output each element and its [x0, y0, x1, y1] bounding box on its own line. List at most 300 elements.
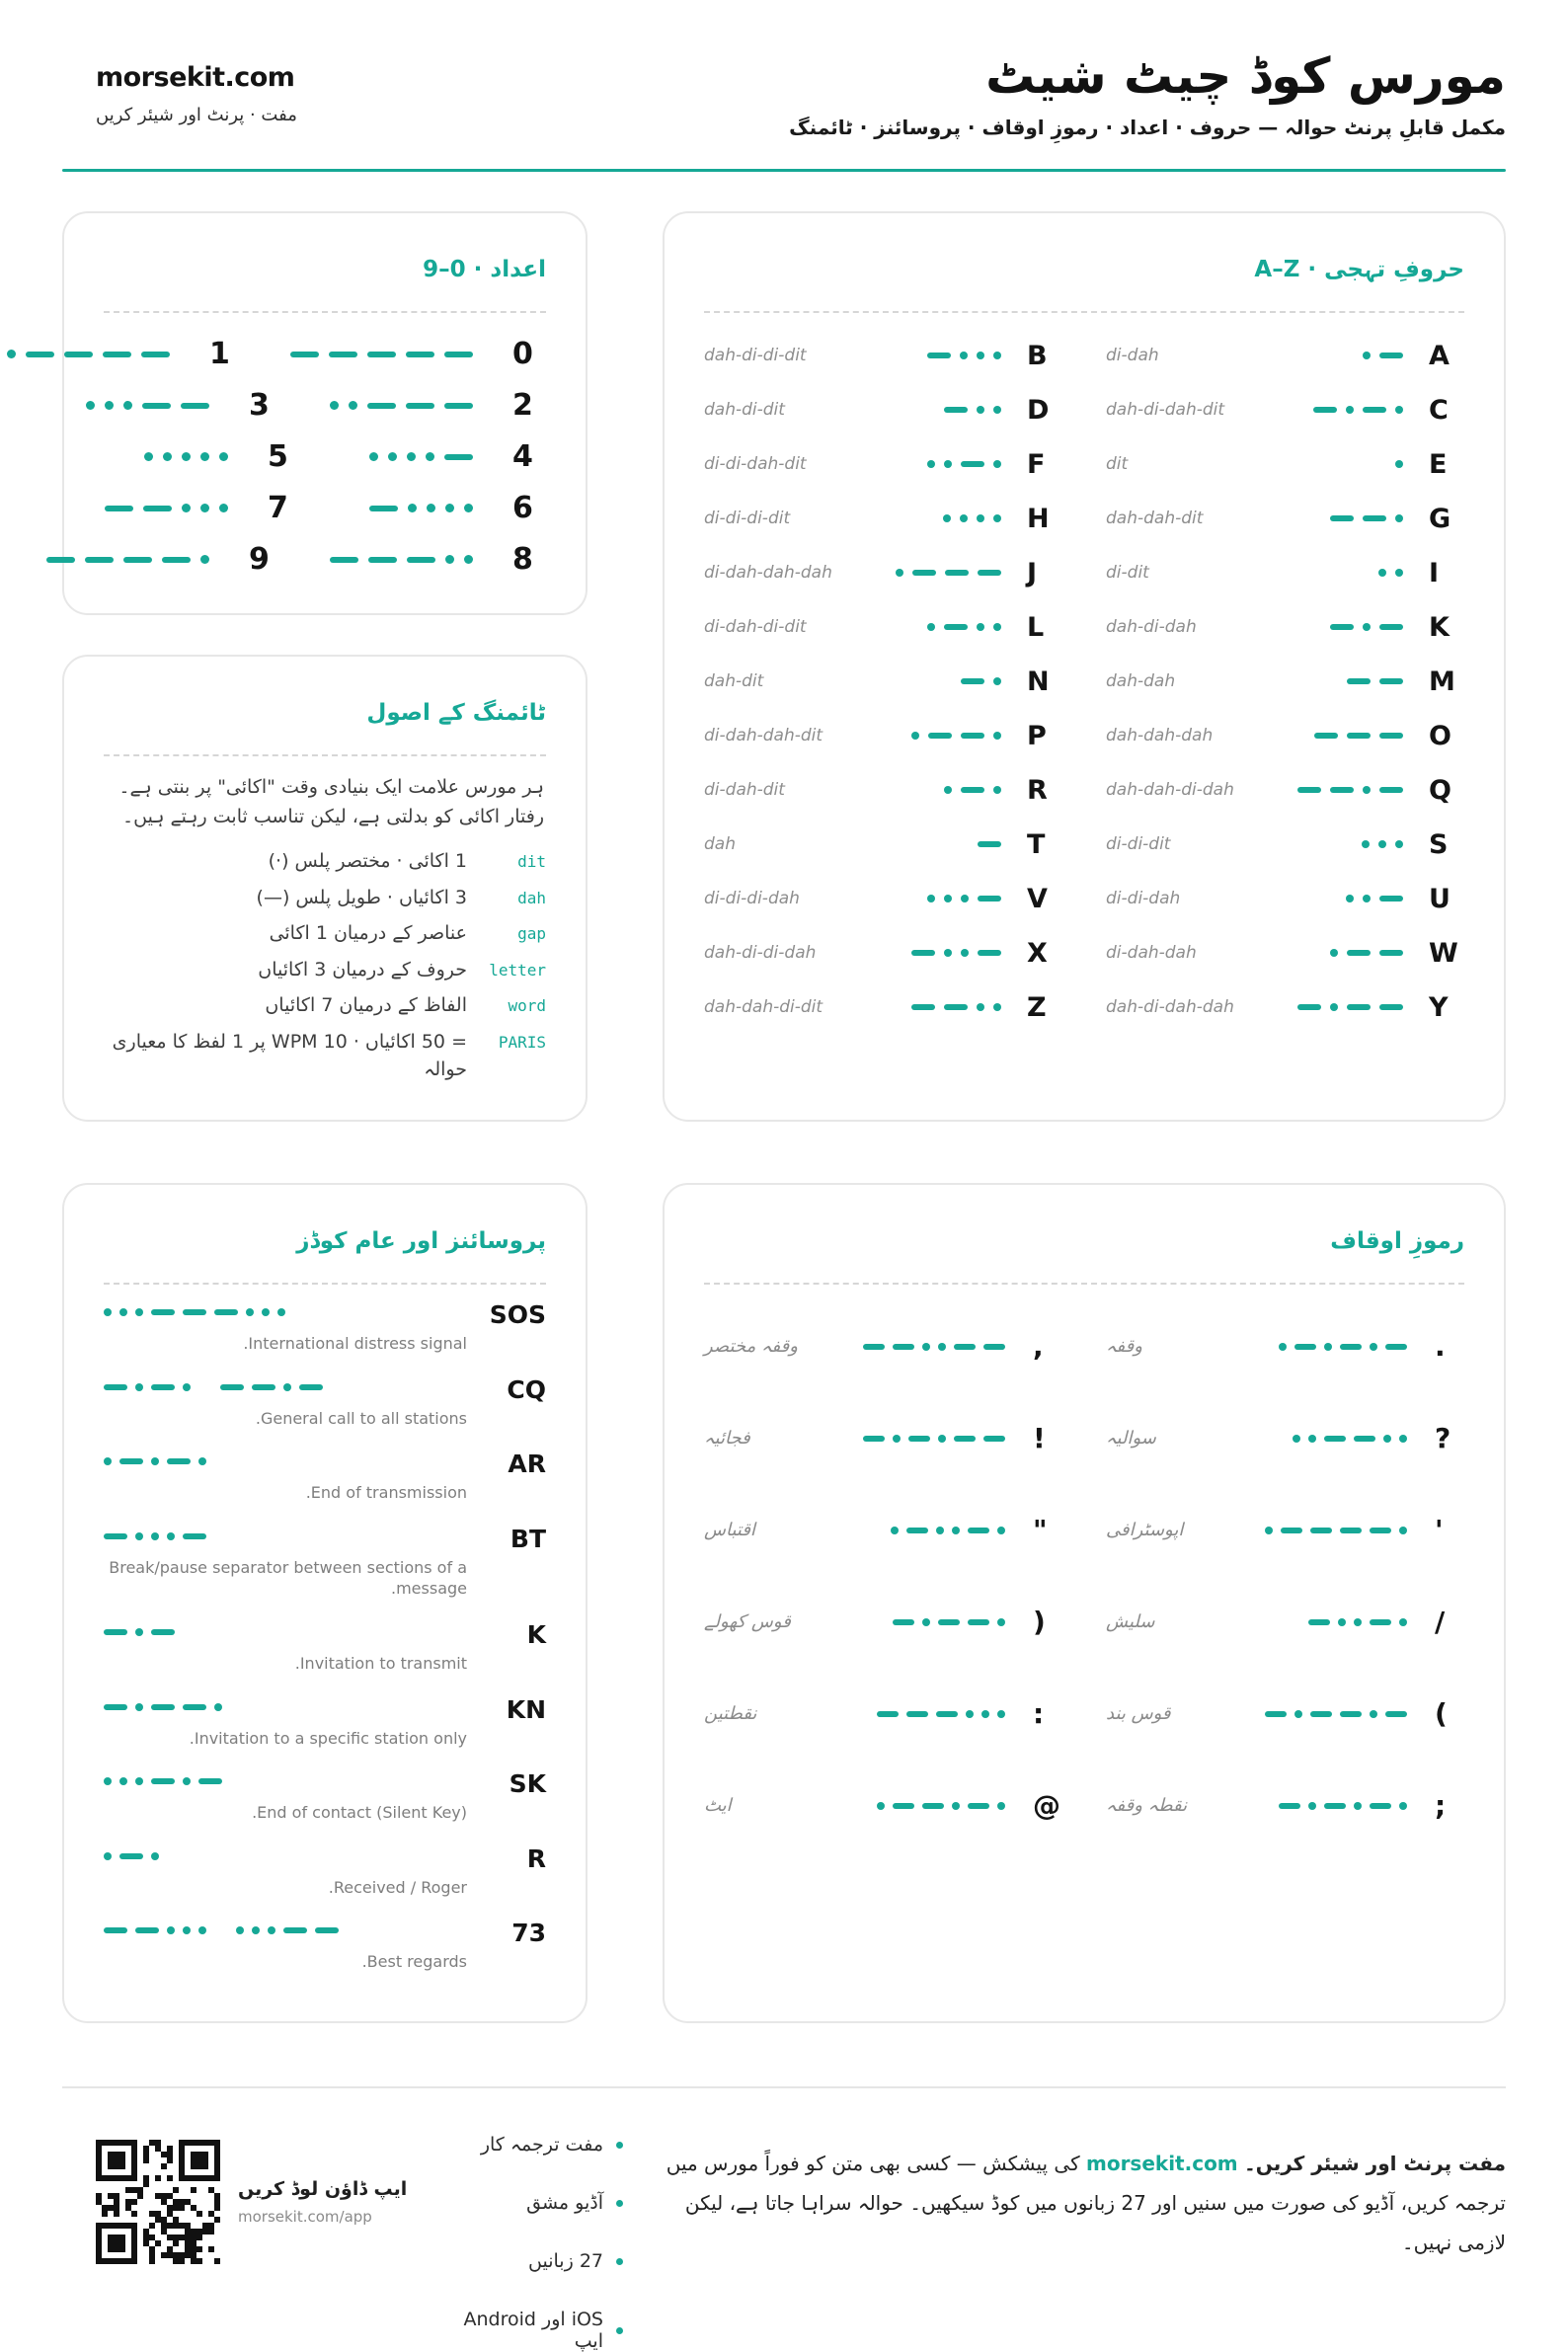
- prosign-code: KN: [506, 1694, 546, 1724]
- morse-pattern: [1347, 678, 1403, 684]
- prosign-body: [104, 1769, 467, 1824]
- morse-dash: [954, 1436, 976, 1442]
- morse-dot: [997, 1710, 1005, 1718]
- morse-dash: [968, 1619, 989, 1625]
- morse-dot: [104, 1777, 112, 1785]
- letter-char: W: [1429, 937, 1458, 969]
- morse-dash: [406, 352, 434, 357]
- morse-dot: [119, 1308, 127, 1316]
- punctuation-cell: [704, 1514, 1062, 1546]
- punctuation-char: @: [1033, 1789, 1060, 1823]
- morse-pattern: [1330, 623, 1403, 631]
- morse-dot: [922, 1618, 930, 1626]
- prosign-row: [104, 1450, 546, 1504]
- morse-pattern: [1313, 406, 1403, 414]
- timing-description: الفاظ کے درمیان 7 اکائیاں: [265, 994, 467, 1017]
- punctuation-cell: [704, 1606, 1062, 1638]
- footer: [62, 2086, 1506, 2352]
- morse-dot: [952, 1802, 960, 1810]
- morse-dash: [1281, 1528, 1302, 1533]
- morse-dash: [183, 1309, 206, 1315]
- morse-dot: [151, 1532, 159, 1540]
- letter-cell: [704, 721, 1062, 751]
- letter-cell: [1106, 504, 1464, 534]
- morse-pattern: [7, 350, 170, 358]
- morse-dot: [997, 1802, 1005, 1810]
- letters-rows: [704, 329, 1464, 1035]
- morse-pattern: [1395, 460, 1403, 468]
- morse-dot: [104, 1308, 112, 1316]
- morse-dash: [1294, 1344, 1316, 1350]
- morse-dash: [911, 1004, 935, 1010]
- morse-pattern: [369, 504, 473, 512]
- punctuation-label: وقفہ: [1106, 1336, 1142, 1358]
- morse-dot: [944, 895, 952, 902]
- morse-pattern: [104, 1844, 467, 1868]
- morse-dash: [893, 1619, 914, 1625]
- prosign-body: [104, 1844, 467, 1899]
- letter-mnemonic: dah: [704, 834, 736, 855]
- number-cell: [46, 542, 282, 577]
- footer-feature-item: [528, 2250, 623, 2272]
- punctuation-card-title: رموزِ اوقاف: [1330, 1227, 1464, 1254]
- letter-mnemonic: dah-dah-di-dit: [704, 997, 823, 1018]
- morse-dash: [283, 1927, 307, 1933]
- morse-dot: [330, 401, 339, 410]
- morse-dash: [906, 1711, 928, 1717]
- letter-mnemonic: di-di-dah: [1106, 889, 1181, 909]
- morse-dot: [1354, 1618, 1362, 1626]
- punctuation-char: ;: [1435, 1789, 1447, 1823]
- letter-char: S: [1429, 828, 1449, 860]
- letter-mnemonic: dah-dah: [1106, 671, 1176, 692]
- morse-pattern: [944, 786, 1001, 794]
- prosign-description: Received / Roger.: [328, 1877, 467, 1897]
- letter-cell: [704, 341, 1062, 371]
- prosign-row: [104, 1695, 546, 1750]
- letter-cell: [704, 829, 1062, 860]
- prosign-description: General call to all stations.: [255, 1408, 467, 1428]
- timing-description: = 50 اکائیاں · 10 WPM پر 1 لفظ کا معیاری حوالہ: [112, 1030, 467, 1081]
- punctuation-cell: [1106, 1606, 1464, 1638]
- footer-feature-list: [446, 2118, 623, 2352]
- morse-dash: [863, 1436, 885, 1442]
- morse-dot: [1338, 1618, 1346, 1626]
- punctuation-row: [704, 1392, 1464, 1484]
- prosign-row: [104, 1375, 546, 1430]
- letter-cell: [704, 666, 1062, 697]
- morse-dot: [993, 460, 1001, 468]
- morse-dash: [183, 1704, 206, 1710]
- punctuation-cell: [1106, 1330, 1464, 1363]
- letter-char: Q: [1429, 774, 1451, 806]
- punctuation-cell: [1106, 1789, 1464, 1822]
- number-cell: [330, 542, 546, 577]
- prosign-description: End of transmission.: [305, 1483, 467, 1503]
- morse-dot: [219, 504, 228, 512]
- morse-dash: [181, 403, 209, 409]
- morse-dot: [182, 452, 191, 461]
- morse-dot: [262, 1308, 270, 1316]
- morse-dot: [167, 1926, 175, 1934]
- prosign-body: [104, 1525, 467, 1600]
- letter-char: Y: [1429, 991, 1449, 1023]
- morse-dash: [1347, 950, 1371, 956]
- prosign-body: [104, 1919, 467, 1973]
- punctuation-char: .: [1435, 1330, 1446, 1364]
- brand-tagline: مفت · پرنٹ اور شیئر کریں: [96, 105, 297, 126]
- morse-dot: [944, 786, 952, 794]
- morse-dot: [135, 1532, 143, 1540]
- number-char: 1: [209, 337, 230, 372]
- morse-dash: [151, 1309, 175, 1315]
- footer-feature-item: [526, 2192, 623, 2214]
- morse-dot: [151, 1852, 159, 1860]
- numbers-card-title: اعداد · 0–9: [423, 256, 546, 282]
- morse-dot: [1354, 1802, 1362, 1810]
- morse-dot: [943, 514, 951, 522]
- letter-char: E: [1429, 448, 1448, 480]
- punctuation-label: قوس کھولے: [704, 1611, 791, 1633]
- morse-dot: [993, 352, 1001, 359]
- letter-mnemonic: dah-di-dah-dit: [1106, 400, 1225, 421]
- morse-dash: [1379, 896, 1403, 902]
- letter-cell: [1106, 558, 1464, 588]
- prosign-code: CQ: [507, 1374, 546, 1404]
- morse-dot: [183, 1383, 191, 1391]
- morse-dash: [1297, 1004, 1321, 1010]
- punctuation-row: [704, 1760, 1464, 1851]
- footer-blurb-rest: کی پیشکش — کسی بھی متن کو فوراً مورس میں ترجمہ کریں، آڈیو کی صورت میں سنیں اور 27 زبانوں میں کوڈ سیکھیں۔ حوالہ سراہا جاتا ہے، لیکن لازمی نہیں۔: [666, 2152, 1506, 2254]
- letter-mnemonic: di-dah: [1106, 346, 1159, 366]
- morse-dot: [1330, 949, 1338, 957]
- morse-pattern: [144, 452, 228, 461]
- morse-dot: [977, 1003, 984, 1011]
- morse-dot: [219, 452, 228, 461]
- letters-card: [663, 211, 1506, 1122]
- letter-cell: [1106, 992, 1464, 1023]
- number-char: 5: [268, 439, 288, 475]
- morse-dash: [983, 1436, 1005, 1442]
- morse-pattern: [1279, 1343, 1407, 1351]
- morse-dot: [927, 895, 935, 902]
- morse-pattern: [330, 401, 473, 410]
- letter-char: J: [1027, 557, 1038, 588]
- letter-char: M: [1429, 666, 1455, 697]
- morse-dash: [1385, 1711, 1407, 1717]
- morse-pattern: [104, 1620, 467, 1644]
- punctuation-label: اپوسٹرافی: [1106, 1520, 1184, 1541]
- morse-dot: [135, 1383, 143, 1391]
- footer-feature-item: [481, 2134, 623, 2156]
- prosign-description: Break/pause separator between sections of a message.: [109, 1557, 467, 1599]
- morse-pattern: [863, 1343, 1005, 1351]
- morse-dot: [1399, 1618, 1407, 1626]
- letter-mnemonic: dit: [1106, 454, 1129, 475]
- letter-row: [704, 546, 1464, 600]
- morse-dash: [104, 1533, 127, 1539]
- morse-dot: [961, 895, 969, 902]
- punctuation-row: [704, 1300, 1464, 1392]
- morse-pattern: [911, 732, 1001, 740]
- letter-cell: [1106, 341, 1464, 371]
- brand-logo: morsekit.com: [96, 62, 295, 94]
- morse-dot: [993, 623, 1001, 631]
- morse-dot: [1395, 406, 1403, 414]
- morse-dot: [426, 452, 434, 461]
- morse-dot: [997, 1618, 1005, 1626]
- morse-dash: [105, 506, 133, 511]
- morse-pattern: [1378, 569, 1403, 577]
- letter-cell: [1106, 612, 1464, 643]
- morse-dot: [927, 623, 935, 631]
- prosign-description: Best regards.: [361, 1952, 467, 1972]
- morse-dot: [135, 1777, 143, 1785]
- morse-dot: [960, 514, 968, 522]
- qr-block: [96, 2140, 407, 2264]
- morse-dash: [978, 896, 1001, 902]
- morse-pattern: [927, 623, 1001, 631]
- letter-char: I: [1429, 557, 1440, 588]
- morse-dot: [246, 1308, 254, 1316]
- letter-char: N: [1027, 666, 1050, 697]
- letter-row: [704, 437, 1464, 492]
- prosign-description: Invitation to a specific station only.: [189, 1728, 467, 1748]
- morse-dash: [151, 1778, 175, 1784]
- morse-dash: [315, 1927, 339, 1933]
- title-block: [789, 45, 1506, 143]
- morse-dot: [960, 352, 968, 359]
- morse-dot: [938, 1435, 946, 1443]
- morse-dot: [1294, 1710, 1302, 1718]
- number-row: [104, 329, 546, 380]
- morse-dot: [1363, 352, 1371, 359]
- timing-description: حروف کے درمیان 3 اکائیاں: [258, 958, 467, 980]
- morse-dash: [1363, 515, 1386, 521]
- morse-dash: [1330, 787, 1354, 793]
- morse-dot: [135, 1703, 143, 1711]
- morse-dot: [1395, 569, 1403, 577]
- letter-row: [704, 872, 1464, 926]
- morse-dot: [977, 352, 984, 359]
- letter-cell: [1106, 395, 1464, 426]
- morse-dot: [981, 1710, 989, 1718]
- timing-unit-label: gap: [517, 924, 546, 944]
- morse-dot: [464, 504, 473, 512]
- morse-pattern: [927, 895, 1001, 902]
- morse-dot: [1378, 840, 1386, 848]
- morse-dash: [104, 1927, 127, 1933]
- letter-char: T: [1027, 828, 1046, 860]
- letter-cell: [1106, 666, 1464, 697]
- morse-dash: [151, 1384, 175, 1390]
- letter-row: [704, 600, 1464, 655]
- morse-dash: [936, 1711, 958, 1717]
- prosigns-card: [62, 1183, 588, 2023]
- morse-dash: [1363, 407, 1386, 413]
- morse-dash: [1379, 678, 1403, 684]
- morse-pattern: [943, 514, 1001, 522]
- letter-char: H: [1027, 503, 1050, 534]
- letters-card-title: حروفِ تہجی · A–Z: [1254, 256, 1464, 282]
- morse-dash: [368, 557, 397, 563]
- morse-dot: [407, 452, 416, 461]
- morse-dash: [1347, 678, 1371, 684]
- morse-dash: [906, 1528, 928, 1533]
- letter-mnemonic: dah-dah-di-dah: [1106, 780, 1234, 801]
- footer-feature-label: iOS اور Android ایپ: [463, 2309, 603, 2352]
- letter-char: F: [1027, 448, 1046, 480]
- number-row: [104, 483, 546, 534]
- footer-site-link[interactable]: morsekit.com: [1085, 2152, 1238, 2175]
- morse-dash: [142, 403, 171, 409]
- morse-dash: [1314, 733, 1338, 739]
- morse-dot: [993, 1003, 1001, 1011]
- morse-dot: [1265, 1527, 1273, 1534]
- qr-url[interactable]: morsekit.com/app: [238, 2208, 372, 2226]
- morse-dot: [200, 504, 209, 512]
- number-row: [104, 431, 546, 483]
- prosign-body: [104, 1300, 467, 1355]
- morse-dot: [922, 1343, 930, 1351]
- prosign-row: [104, 1769, 546, 1824]
- letter-mnemonic: dah-di-di-dah: [704, 943, 817, 964]
- morse-dash: [104, 1384, 127, 1390]
- punctuation-label: قوس بند: [1106, 1703, 1171, 1725]
- page-title: مورس کوڈ چیٹ شیٹ: [985, 47, 1506, 105]
- morse-dash: [877, 1711, 899, 1717]
- footer-blurb: [663, 2118, 1506, 2262]
- morse-dash: [968, 1803, 989, 1809]
- punctuation-char: ,: [1033, 1330, 1044, 1364]
- morse-dash: [1297, 787, 1321, 793]
- morse-pattern: [104, 1769, 467, 1793]
- morse-dash: [329, 352, 357, 357]
- letter-cell: [704, 992, 1062, 1023]
- morse-pattern: [104, 1375, 467, 1399]
- letter-row: [704, 818, 1464, 872]
- morse-dash: [214, 1309, 238, 1315]
- morse-dot: [1308, 1435, 1316, 1443]
- morse-dot: [1378, 569, 1386, 577]
- morse-dash: [367, 403, 396, 409]
- number-char: 7: [268, 491, 288, 526]
- morse-dot: [144, 452, 153, 461]
- letter-row: [704, 383, 1464, 437]
- letter-char: C: [1429, 394, 1449, 426]
- morse-dot: [1308, 1802, 1316, 1810]
- morse-pattern: [961, 677, 1001, 685]
- morse-dash: [85, 557, 114, 563]
- morse-dash: [1265, 1711, 1287, 1717]
- morse-dash: [1340, 1344, 1362, 1350]
- morse-pattern: [104, 1919, 467, 1942]
- punctuation-row: [704, 1668, 1464, 1760]
- morse-dot: [119, 1777, 127, 1785]
- letter-mnemonic: dah-dah-dit: [1106, 509, 1204, 529]
- morse-dash: [1340, 1711, 1362, 1717]
- letter-row: [704, 980, 1464, 1035]
- morse-dot: [388, 452, 397, 461]
- footer-feature-item: [446, 2309, 623, 2352]
- punctuation-char: (: [1033, 1606, 1046, 1639]
- morse-dash: [1347, 733, 1371, 739]
- morse-dot: [896, 569, 903, 577]
- morse-dot: [1324, 1343, 1332, 1351]
- morse-pattern: [1363, 352, 1403, 359]
- number-cell: [349, 491, 546, 525]
- letter-char: R: [1027, 774, 1048, 806]
- number-char: 9: [249, 542, 270, 578]
- morse-dash: [922, 1803, 944, 1809]
- punctuation-cell: [704, 1422, 1062, 1454]
- morse-dot: [936, 1527, 944, 1534]
- morse-dot: [369, 452, 378, 461]
- prosign-code: SOS: [489, 1300, 546, 1330]
- number-char: 6: [512, 491, 533, 526]
- morse-dash: [908, 1436, 930, 1442]
- morse-dot: [105, 401, 114, 410]
- morse-dot: [1370, 1710, 1377, 1718]
- prosign-row: [104, 1919, 546, 1973]
- morse-dot: [86, 401, 95, 410]
- morse-dot: [1383, 1435, 1391, 1443]
- letter-row: [704, 655, 1464, 709]
- morse-dash: [1347, 1004, 1371, 1010]
- morse-dot: [993, 732, 1001, 740]
- timing-unit-label: dit: [517, 852, 546, 872]
- morse-dash: [1379, 733, 1403, 739]
- letter-mnemonic: di-dit: [1106, 563, 1149, 584]
- punctuation-card: [663, 1183, 1506, 2023]
- morse-pattern: [1297, 786, 1403, 794]
- morse-pattern: [104, 1525, 467, 1548]
- morse-dot: [977, 406, 984, 414]
- morse-dot: [163, 452, 172, 461]
- letter-mnemonic: dah-di-dah: [1106, 617, 1197, 638]
- letter-mnemonic: di-di-di-dah: [704, 889, 800, 909]
- morse-dash: [978, 570, 1001, 576]
- morse-dash: [252, 1384, 275, 1390]
- letter-cell: [704, 395, 1062, 426]
- numbers-card: [62, 211, 588, 615]
- morse-dash: [444, 454, 473, 460]
- letter-row: [704, 709, 1464, 763]
- morse-dash: [141, 352, 170, 357]
- letter-mnemonic: di-di-di-dit: [704, 509, 791, 529]
- morse-dash: [104, 1704, 127, 1710]
- prosigns-rows: [104, 1300, 546, 1973]
- morse-pattern: [896, 569, 1001, 577]
- morse-dash: [944, 1004, 968, 1010]
- prosign-code: BT: [510, 1524, 546, 1553]
- morse-dash: [1313, 407, 1337, 413]
- qr-code: [96, 2140, 220, 2264]
- morse-dash: [911, 950, 935, 956]
- morse-dash: [143, 506, 172, 511]
- morse-dash: [407, 557, 435, 563]
- morse-pattern: [104, 1450, 467, 1473]
- punctuation-label: اقتباس: [704, 1520, 755, 1541]
- punctuation-label: سلیش: [1106, 1611, 1155, 1633]
- footer-blurb-lead: مفت پرنٹ اور شیئر کریں۔: [1244, 2152, 1506, 2175]
- morse-dot: [445, 555, 454, 564]
- morse-pattern: [877, 1710, 1005, 1718]
- morse-pattern: [369, 452, 473, 461]
- letter-cell: [1106, 884, 1464, 914]
- morse-dot: [135, 1628, 143, 1636]
- letter-mnemonic: dah-di-dit: [704, 400, 785, 421]
